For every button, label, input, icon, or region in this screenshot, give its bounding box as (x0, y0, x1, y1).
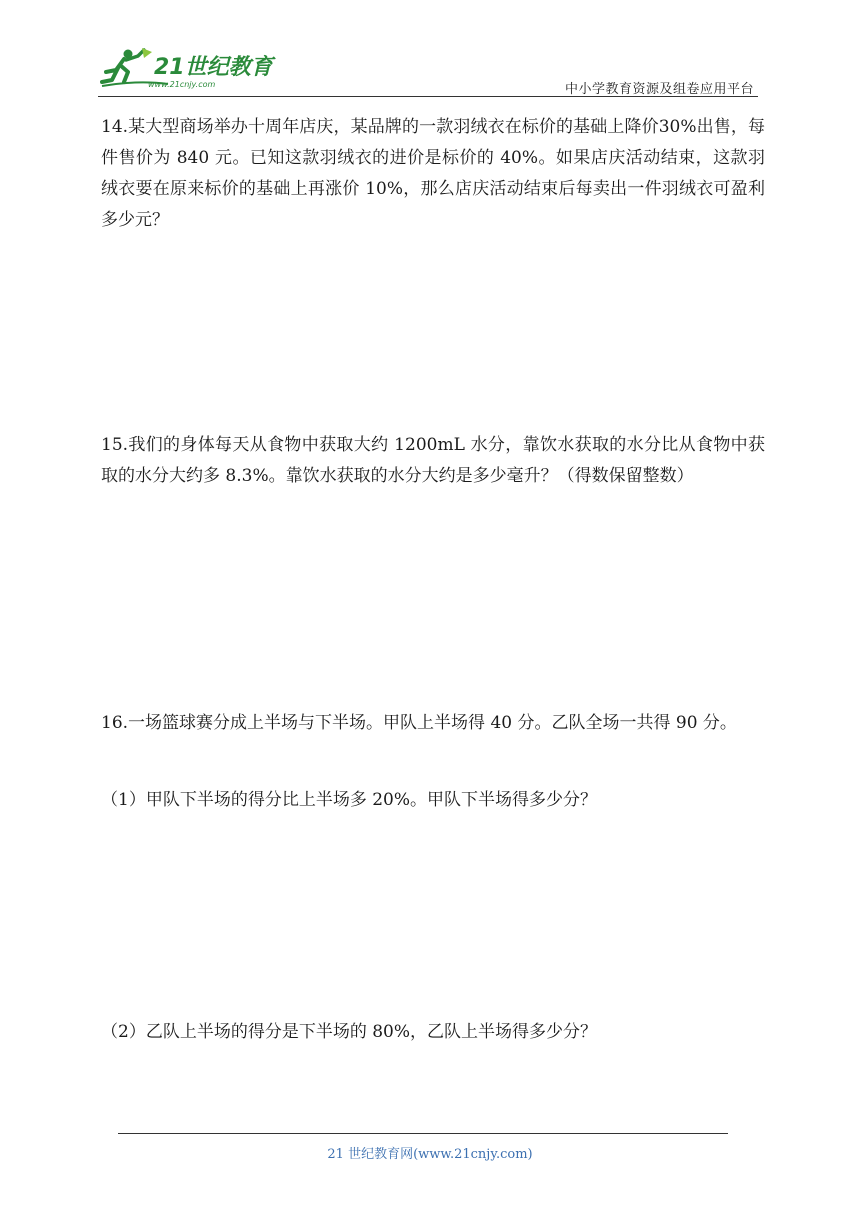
platform-name: 中小学教育资源及组卷应用平台 (564, 82, 754, 97)
question-15: 15.我们的身体每天从食物中获取大约 1200mL 水分，靠饮水获取的水分比从食物中获取的水分大约多 8.3%。靠饮水获取的水分大约是多少毫升？（得数保留整数） (101, 435, 765, 486)
question-16-part-1: （1）甲队下半场的得分比上半场多 20%。甲队下半场得多少分？ (101, 790, 598, 810)
logo-text: 21世纪教育 (154, 55, 273, 80)
site-logo (98, 46, 278, 90)
logo-url: www.21cnjy.com (148, 80, 216, 89)
question-14: 14.某大型商场举办十周年店庆，某品牌的一款羽绒衣在标价的基础上降价30%出售，每件售价为 840 元。已知这款羽绒衣的进价是标价的 40%。如果店庆活动结束，这款羽绒衣要在原来标价的基础上再涨价 10%，那么店庆活动结束后每卖出一件羽绒衣可盈利多少元？ (101, 117, 765, 230)
page-header (98, 40, 758, 98)
footer-divider (118, 1133, 728, 1134)
page-footer: 21 世纪教育网(www.21cnjy.com) (327, 1147, 533, 1162)
question-16-stem: 16.一场篮球赛分成上半场与下半场。甲队上半场得 40 分。乙队全场一共得 90 分。 (101, 713, 737, 733)
logo-icon (98, 46, 278, 90)
header-divider (98, 96, 758, 97)
question-16-part-2: （2）乙队上半场的得分是下半场的 80%，乙队上半场得多少分？ (101, 1022, 598, 1042)
